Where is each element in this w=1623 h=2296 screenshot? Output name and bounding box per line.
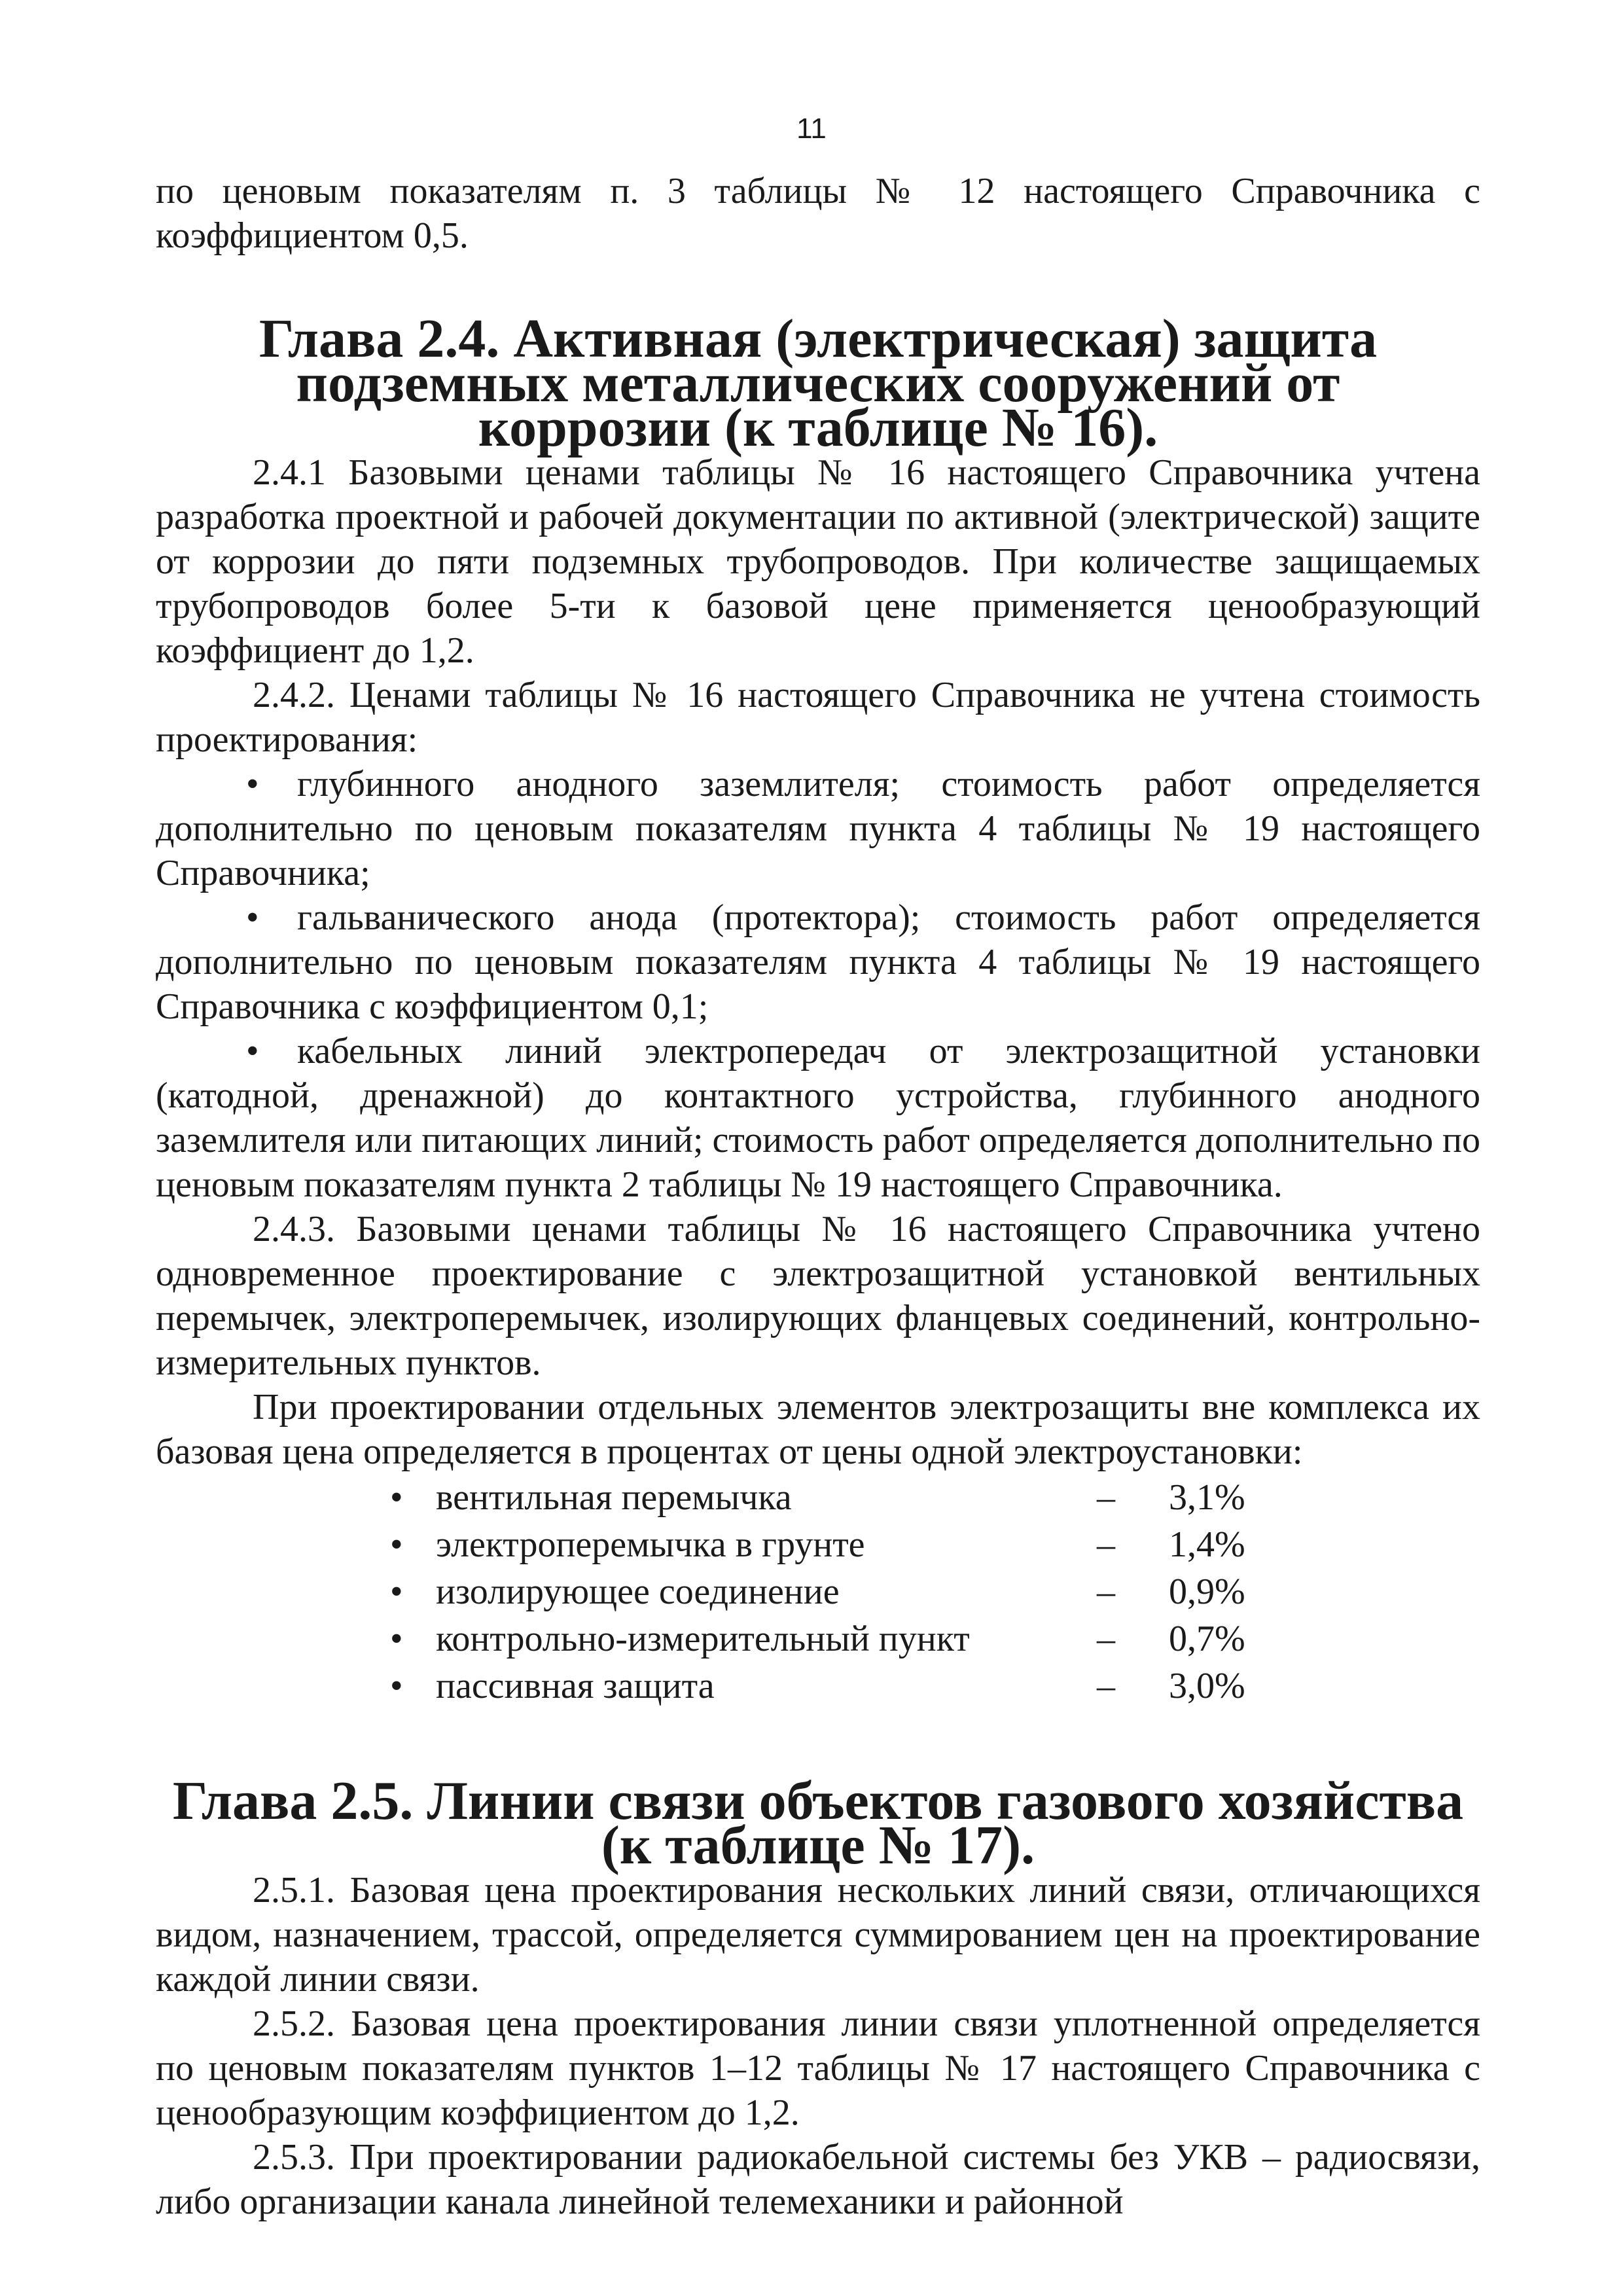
paragraph-2-5-1: 2.5.1. Базовая цена проектирования нескольких линий связи, отличающихся видом, назначением, трассой, определяется суммированием цен на проектирование каждой линии связи.	[156, 1870, 1480, 2000]
paragraph-2-4-2: 2.4.2. Ценами таблицы № 16 настоящего Справочника не учтена стоимость проектирования:	[156, 675, 1480, 760]
dash: –	[1097, 1571, 1115, 1612]
list-item	[390, 1474, 1411, 1521]
bullet-text: кабельных линий электропередач от электрозащитной установки (катодной, дренажной) до контактного устройства, глубинного анодного заземлителя или питающих линий; стоимость работ определяется дополнительно по ценовым показателям пункта 2 таблицы № 19 настоящего Справочника.	[156, 1031, 1480, 1205]
bullet-icon: •	[246, 897, 259, 938]
element-name: вентильная перемычка	[436, 1477, 792, 1518]
paragraph-2-5-2: 2.5.2. Базовая цена проектирования линии связи уплотненной определяется по ценовым показателям пунктов 1–12 таблицы № 17 настоящего Справочника с ценообразующим коэффициентом до 1,2.	[156, 2003, 1480, 2133]
dash: –	[1097, 1666, 1115, 1706]
list-item	[390, 1568, 1411, 1615]
bullet-item-galvanic-anode	[156, 895, 1480, 1029]
bullet-item-anode-grounding	[156, 762, 1480, 895]
paragraph-2-4-1: 2.4.1 Базовыми ценами таблицы № 16 настоящего Справочника учтена разработка проектной и рабочей документации по активной (электрической) защите от коррозии до пяти подземных трубопроводов. При количестве защищаемых трубопроводов более 5-ти к базовой цене применяется ценообразующий коэффициент до 1,2.	[156, 452, 1480, 671]
list-item	[390, 1521, 1411, 1568]
bullet-text: глубинного анодного заземлителя; стоимость работ определяется дополнительно по ценовым показателям пункта 4 таблицы № 19 настоящего Справочника;	[156, 764, 1480, 893]
chapter-2-5-heading: Глава 2.5. Линии связи объектов газового хозяйства (к таблице № 17).	[172, 1770, 1464, 1876]
bullet-icon: •	[390, 1619, 403, 1659]
bullet-icon: •	[390, 1571, 403, 1612]
bullet-item-cable-lines	[156, 1029, 1480, 1207]
element-name: электроперемычка в грунте	[436, 1524, 865, 1565]
bullet-text: гальванического анода (протектора); стоимость работ определяется дополнительно по ценовым показателям пункта 4 таблицы № 19 настоящего Справочника с коэффициентом 0,1;	[156, 897, 1480, 1027]
bullet-icon: •	[246, 1031, 259, 1071]
element-percent: 0,7%	[1169, 1619, 1245, 1659]
element-percent: 0,9%	[1169, 1571, 1245, 1612]
chapter-2-4-heading: Глава 2.4. Активная (электрическая) защита подземных металлических сооружений от коррозии (к таблице № 16).	[259, 308, 1378, 458]
dash: –	[1097, 1619, 1115, 1659]
element-name: пассивная защита	[436, 1666, 715, 1706]
paragraph-elements-intro: При проектировании отдельных элементов электрозащиты вне комплекса их базовая цена определяется в процентах от цены одной электроустановки:	[156, 1387, 1480, 1472]
list-item	[390, 1615, 1411, 1662]
element-percent: 3,0%	[1169, 1666, 1245, 1706]
bullet-icon: •	[246, 764, 259, 804]
element-name: контрольно-измерительный пункт	[436, 1619, 970, 1659]
dash: –	[1097, 1524, 1115, 1565]
bullet-icon: •	[390, 1666, 403, 1706]
paragraph-2-5-3: 2.5.3. При проектировании радиокабельной системы без УКВ – радиосвязи, либо организации канала линейной телемеханики и районной	[156, 2137, 1480, 2222]
page-number: 11	[796, 113, 827, 145]
element-name: изолирующее соединение	[436, 1571, 840, 1612]
list-item	[390, 1662, 1411, 1710]
element-percent-list	[390, 1474, 1411, 1710]
element-percent: 3,1%	[1169, 1477, 1245, 1518]
dash: –	[1097, 1477, 1115, 1518]
paragraph-intro: по ценовым показателям п. 3 таблицы № 12 настоящего Справочника с коэффициентом 0,5.	[156, 171, 1480, 256]
element-percent: 1,4%	[1169, 1524, 1245, 1565]
paragraph-2-4-3: 2.4.3. Базовыми ценами таблицы № 16 настоящего Справочника учтено одновременное проектирование с электрозащитной установкой вентильных перемычек, электроперемычек, изолирующих фланцевых соединений, контрольно-измерительных пунктов.	[156, 1209, 1480, 1383]
bullet-icon: •	[390, 1477, 403, 1518]
document-body	[156, 169, 1480, 2224]
bullet-icon: •	[390, 1524, 403, 1565]
